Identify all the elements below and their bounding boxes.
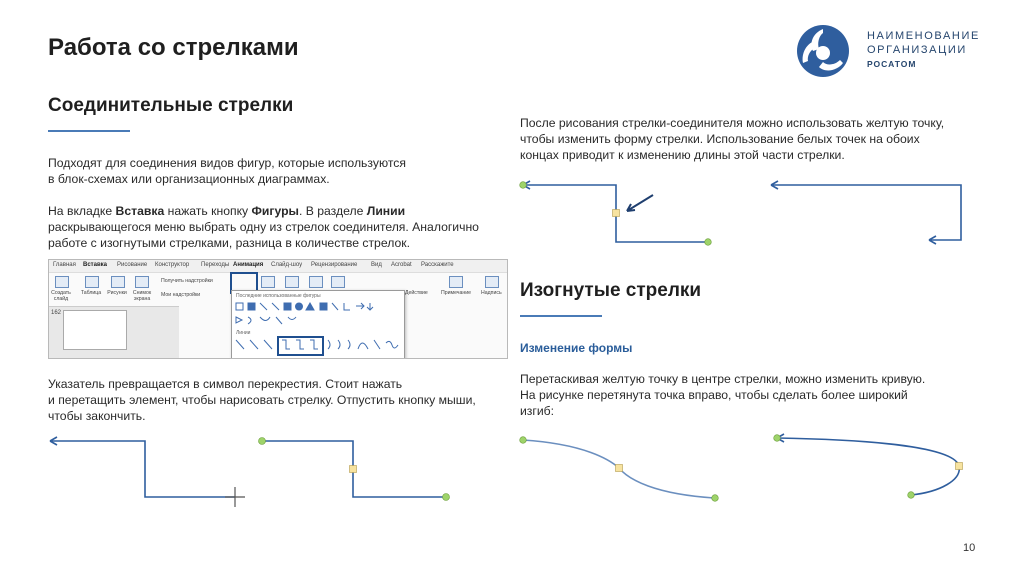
shapes-dropdown xyxy=(231,290,405,359)
ribbon-tab: Расскажите xyxy=(421,262,454,268)
my-addins-label: Мои надстройки xyxy=(161,292,201,298)
yellow-handle xyxy=(616,465,623,472)
bold-shapes-button: Фигуры xyxy=(251,204,299,218)
textbox-icon xyxy=(485,276,499,288)
ribbon-tab: Рецензирование xyxy=(311,262,358,268)
ribbon-tab: Главная xyxy=(53,262,76,268)
end-handle xyxy=(443,494,450,501)
recent-shapes-label: Последние использованные фигуры xyxy=(236,293,321,299)
connector-arrow-right xyxy=(259,438,450,501)
connector-arrow-left xyxy=(50,437,245,507)
icons-icon xyxy=(261,276,275,288)
action-label: Действие xyxy=(405,290,428,296)
drawing-paragraph xyxy=(48,376,508,424)
org-name-line1: НАИМЕНОВАНИЕ xyxy=(867,30,980,42)
curve-line: Перетаскивая желтую точку в центре стрелки, можно изменить кривую. xyxy=(520,372,926,386)
comment-label: Примечание xyxy=(441,290,472,296)
yellow-handle xyxy=(613,210,620,217)
ribbon-tab: Анимация xyxy=(233,262,264,268)
recent-shapes-icons xyxy=(234,300,404,330)
text-run: На вкладке xyxy=(48,204,116,218)
ribbon-tab: Конструктор xyxy=(155,262,190,268)
elbow-connectors-highlight xyxy=(277,336,324,356)
intro-paragraph xyxy=(48,155,498,187)
page-title: Работа со стрелками xyxy=(48,34,299,61)
text-run: . В разделе xyxy=(298,204,367,218)
text-run: нажать кнопку xyxy=(164,204,252,218)
rosatom-logo-icon xyxy=(795,23,851,79)
heading-underline xyxy=(520,315,602,317)
get-addins-label: Получить надстройки xyxy=(161,278,213,284)
curved-arrows-heading: Изогнутые стрелки xyxy=(520,280,702,301)
table-label: Таблица xyxy=(80,290,102,296)
instructions-line: раскрывающегося меню выбрать одну из стрелок соединителя. Аналогично xyxy=(48,220,479,234)
screenshot-label: Снимок экрана xyxy=(132,290,152,302)
pictures-label: Рисунки xyxy=(107,290,127,296)
new-slide-label: Создать слайд xyxy=(51,290,71,302)
ribbon-tab: Слайд-шоу xyxy=(271,262,303,268)
org-name-line2: ОРГАНИЗАЦИИ xyxy=(867,44,967,56)
connector-arrows-heading: Соединительные стрелки xyxy=(48,95,294,116)
instructions-line: работе с изогнутыми стрелками, разница в количестве стрелок. xyxy=(48,236,410,250)
intro-line: Подходят для соединения видов фигур, которые используются xyxy=(48,156,406,170)
reshape-paragraph xyxy=(520,115,980,163)
instructions-line-1 xyxy=(48,203,508,219)
drawing-line: чтобы закончить. xyxy=(48,409,146,423)
slide-number: 162 xyxy=(51,310,62,316)
heading-underline xyxy=(48,130,130,132)
textbox-label: Надпись xyxy=(481,290,502,296)
intro-line: в блок-схемах или организационных диаграммах. xyxy=(48,172,330,186)
crosshair-cursor-icon xyxy=(225,487,245,507)
pictures-icon xyxy=(111,276,125,288)
ribbon-tab-bar xyxy=(49,260,507,273)
ribbon-tab-active: Вставка xyxy=(83,262,107,268)
drawing-line: и перетащить элемент, чтобы нарисовать стрелку. Отпустить кнопку мыши, xyxy=(48,393,476,407)
elbow-reshape-illustration xyxy=(515,175,975,255)
curve-paragraph xyxy=(520,371,980,419)
change-shape-subheading: Изменение формы xyxy=(520,341,633,355)
org-logo xyxy=(795,23,985,79)
elbow-arrow-plain xyxy=(771,181,961,244)
table-icon xyxy=(85,276,99,288)
connector-drawing-illustration xyxy=(40,430,500,510)
ribbon-tab: Acrobat xyxy=(391,262,412,268)
ribbon-tab: Переходы xyxy=(201,262,230,268)
screenshot-icon xyxy=(135,276,149,288)
ribbon-tab: Вид xyxy=(371,262,382,268)
curve-line: На рисунке перетянута точка вправо, чтобы сделать более широкий xyxy=(520,388,908,402)
curved-arrow-illustration xyxy=(515,428,975,508)
elbow-arrow-with-handles xyxy=(520,181,712,245)
adjust-handle xyxy=(350,466,357,473)
drawing-line: Указатель превращается в символ перекрестия. Стоит нажать xyxy=(48,377,403,391)
ribbon-screenshot xyxy=(48,259,508,359)
yellow-handle xyxy=(956,463,963,470)
3d-models-icon xyxy=(285,276,299,288)
reshape-line: чтобы изменить форму стрелки. Использование белых точек на обоих xyxy=(520,132,920,146)
bold-insert-tab: Вставка xyxy=(115,204,165,218)
pointer-arrow-icon xyxy=(627,195,653,211)
curve-line: изгиб: xyxy=(520,404,555,418)
comment-icon xyxy=(449,276,463,288)
curved-arrow-default xyxy=(520,437,719,502)
reshape-line: концах приводит к изменению длины этой части стрелки. xyxy=(520,148,845,162)
page-number: 10 xyxy=(963,542,976,554)
new-slide-icon xyxy=(55,276,69,288)
smartart-icon xyxy=(309,276,323,288)
reshape-line: После рисования стрелки-соединителя можно использовать желтую точку, xyxy=(520,116,945,130)
org-subtitle: РОСАТОМ xyxy=(867,59,917,69)
bold-lines-section: Линии xyxy=(366,204,406,218)
instructions-paragraph xyxy=(48,203,508,251)
lines-section-label: Линии xyxy=(236,330,251,336)
ribbon-tab: Рисование xyxy=(117,262,148,268)
start-handle xyxy=(259,438,266,445)
chart-icon xyxy=(331,276,345,288)
curved-arrow-widened xyxy=(774,434,963,498)
slide-thumbnail xyxy=(63,310,127,350)
